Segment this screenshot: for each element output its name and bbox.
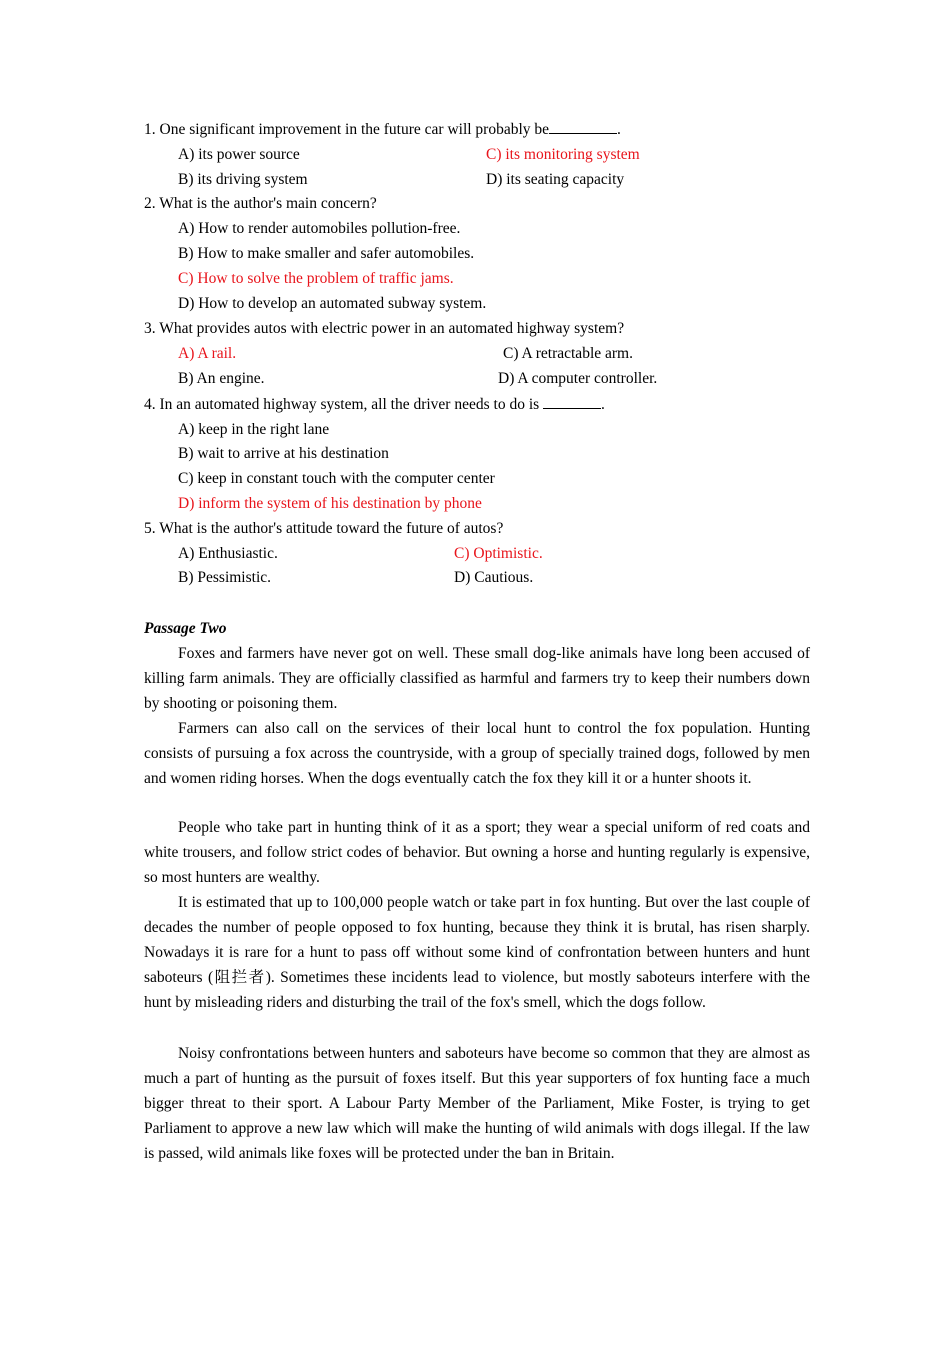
answer-blank xyxy=(543,394,601,409)
question-3-option-d: D) A computer controller. xyxy=(498,370,658,387)
passage-paragraph-2: Farmers can also call on the services of their local hunt to control the fox population. Hunting consists of pursuing a fox across the countryside, with a group of specially trained dogs, followed by men and women riding horses. When the dogs eventually catch the fox they kill it or a hunter shoots it. xyxy=(144,720,810,787)
question-5-option-c: C) Optimistic. xyxy=(454,545,543,562)
question-4-option-a: A) keep in the right lane xyxy=(178,421,330,438)
question-5-stem: 5. What is the author's attitude toward the future of autos? xyxy=(144,520,504,537)
question-1-option-c: C) its monitoring system xyxy=(486,146,640,163)
passage-heading: Passage Two xyxy=(144,620,227,637)
question-4-option-c: C) keep in constant touch with the computer center xyxy=(178,470,495,487)
question-1-text: 1. One significant improvement in the future car will probably be xyxy=(144,121,550,138)
question-3-stem: 3. What provides autos with electric power in an automated highway system? xyxy=(144,320,625,337)
question-2-option-a: A) How to render automobiles pollution-free. xyxy=(178,220,461,237)
question-4-option-b: B) wait to arrive at his destination xyxy=(178,445,389,462)
question-1-option-a: A) its power source xyxy=(178,146,300,163)
answer-blank xyxy=(549,119,617,134)
question-4-text: 4. In an automated highway system, all the driver needs to do is xyxy=(144,396,540,413)
question-2-option-d: D) How to develop an automated subway system. xyxy=(178,295,487,312)
question-2-option-b: B) How to make smaller and safer automobiles. xyxy=(178,245,475,262)
question-3-option-c: C) A retractable arm. xyxy=(503,345,633,362)
question-2-option-c: C) How to solve the problem of traffic jams. xyxy=(178,270,454,287)
question-1-stem: 1. One significant improvement in the future car will probably be . xyxy=(144,121,621,138)
passage-paragraph-1: Foxes and farmers have never got on well. These small dog-like animals have long been accused of killing farm animals. They are officially classified as harmful and farmers try to keep their numbers down by shooting or poisoning them. xyxy=(144,645,810,712)
question-1-option-d: D) its seating capacity xyxy=(486,171,625,188)
passage-paragraph-5: Noisy confrontations between hunters and saboteurs have become so common that they are almost as much a part of hunting as the pursuit of foxes itself. But this year supporters of fox hunting face a much bigger threat to their sport. A Labour Party Member of the Parliament, Mike Foster, is trying to get Parliament to approve a new law which will make the hunting of wild animals with dogs illegal. If the law is passed, wild animals like foxes will be protected under the ban in Britain. xyxy=(144,1045,810,1162)
passage-paragraph-4: It is estimated that up to 100,000 people watch or take part in fox hunting. But over the last couple of decades the number of people opposed to fox hunting, because they think it is brutal, has risen sharply. Nowadays it is rare for a hunt to pass off without some kind of confrontation between hunters and hunt saboteurs (阻拦者). Sometimes these incidents lead to violence, but mostly saboteurs interfere with the hunt by misleading riders and disturbing the trail of the fox's smell, which the dogs follow. xyxy=(144,894,810,1011)
question-4-option-d: D) inform the system of his destination by phone xyxy=(178,495,482,512)
question-2-stem: 2. What is the author's main concern? xyxy=(144,195,377,212)
passage-paragraph-3: People who take part in hunting think of it as a sport; they wear a special uniform of red coats and white trousers, and follow strict codes of behavior. But owning a horse and hunting regularly is expensive, so most hunters are wealthy. xyxy=(144,819,810,886)
question-5-option-d: D) Cautious. xyxy=(454,569,534,586)
question-3-option-a: A) A rail. xyxy=(178,345,237,362)
question-5-option-b: B) Pessimistic. xyxy=(178,569,272,586)
question-3-option-b: B) An engine. xyxy=(178,370,265,387)
question-4-stem: 4. In an automated highway system, all the driver needs to do is . xyxy=(144,396,605,413)
question-5-option-a: A) Enthusiastic. xyxy=(178,545,278,562)
question-1-option-b: B) its driving system xyxy=(178,171,308,188)
